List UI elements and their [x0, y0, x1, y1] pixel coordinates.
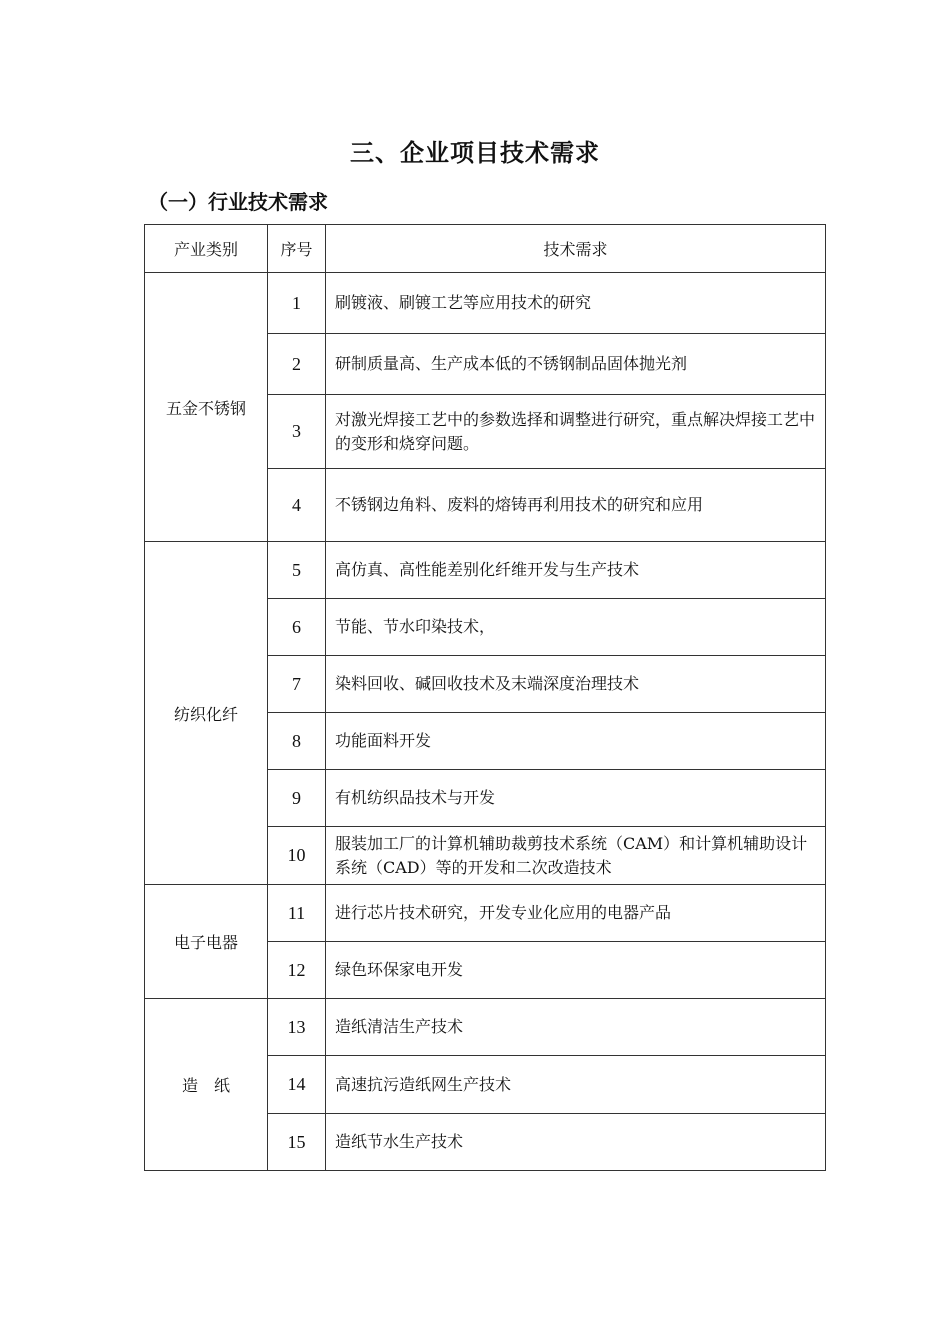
requirement-cell: 刷镀液、刷镀工艺等应用技术的研究: [326, 273, 826, 334]
table-row: [145, 542, 826, 599]
requirement-cell: 不锈钢边角料、废料的熔铸再利用技术的研究和应用: [326, 469, 826, 542]
requirement-cell: 对激光焊接工艺中的参数选择和调整进行研究，重点解决焊接工艺中的变形和烧穿问题。: [326, 395, 826, 469]
section-subtitle: （一）行业技术需求: [148, 190, 328, 214]
requirement-cell: 染料回收、碱回收技术及末端深度治理技术: [326, 656, 826, 713]
table-row: [145, 999, 826, 1056]
category-cell: 电子电器: [145, 885, 268, 999]
requirements-table: [144, 224, 826, 1171]
row-number: 6: [268, 599, 326, 656]
requirement-cell: 功能面料开发: [326, 713, 826, 770]
requirement-cell: 节能、节水印染技术，: [326, 599, 826, 656]
requirement-cell: 研制质量高、生产成本低的不锈钢制品固体抛光剂: [326, 334, 826, 395]
category-cell: 纺织化纤: [145, 542, 268, 885]
row-number: 14: [268, 1056, 326, 1114]
row-number: 15: [268, 1114, 326, 1171]
requirement-cell: 服装加工厂的计算机辅助裁剪技术系统（CAM）和计算机辅助设计系统（CAD）等的开发和二次改造技术: [326, 827, 826, 885]
table-header-row: [145, 225, 826, 273]
category-cell: 五金不锈钢: [145, 273, 268, 542]
requirement-cell: 造纸节水生产技术: [326, 1114, 826, 1171]
header-category: 产业类别: [145, 225, 268, 273]
page-title: 三、企业项目技术需求: [350, 139, 600, 167]
row-number: 12: [268, 942, 326, 999]
row-number: 1: [268, 273, 326, 334]
requirement-cell: 高仿真、高性能差别化纤维开发与生产技术: [326, 542, 826, 599]
requirement-cell: 造纸清洁生产技术: [326, 999, 826, 1056]
header-requirement: 技术需求: [326, 225, 826, 273]
row-number: 2: [268, 334, 326, 395]
row-number: 11: [268, 885, 326, 942]
category-cell: 造 纸: [145, 999, 268, 1171]
requirement-cell: 有机纺织品技术与开发: [326, 770, 826, 827]
table-row: [145, 273, 826, 334]
table-row: [145, 885, 826, 942]
row-number: 10: [268, 827, 326, 885]
row-number: 5: [268, 542, 326, 599]
row-number: 9: [268, 770, 326, 827]
row-number: 7: [268, 656, 326, 713]
requirement-cell: 绿色环保家电开发: [326, 942, 826, 999]
row-number: 13: [268, 999, 326, 1056]
row-number: 4: [268, 469, 326, 542]
row-number: 8: [268, 713, 326, 770]
row-number: 3: [268, 395, 326, 469]
requirement-cell: 高速抗污造纸网生产技术: [326, 1056, 826, 1114]
requirement-cell: 进行芯片技术研究，开发专业化应用的电器产品: [326, 885, 826, 942]
header-number: 序号: [268, 225, 326, 273]
